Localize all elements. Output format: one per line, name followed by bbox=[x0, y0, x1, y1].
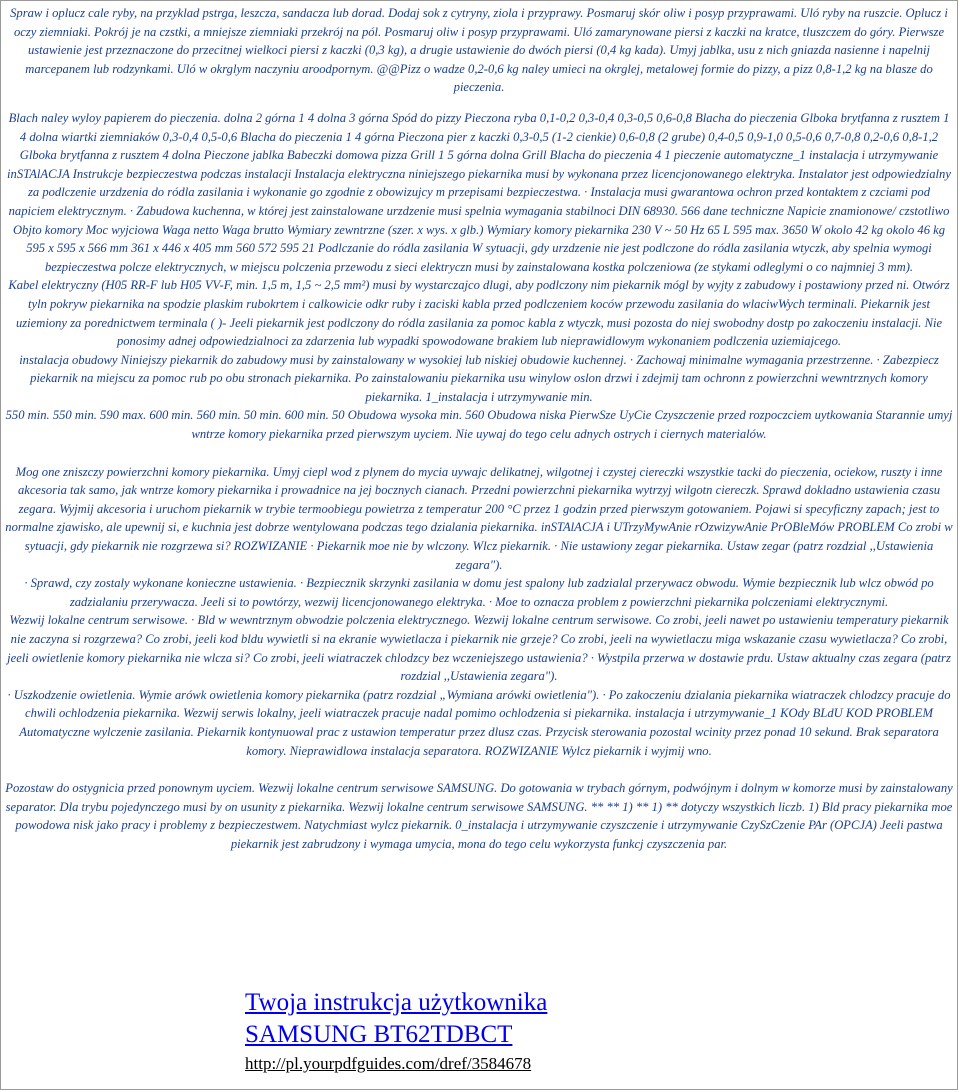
paragraph-3: Kabel elektryczny (H05 RR-F lub H05 VV-F, min. 1,5 m, 1,5 ~ 2,5 mm²) musi by wystarczajco dlugi, aby podlczony nim piekarnik mógl by wyjty z zabudowy i postawiony przed ni. Otwórz tyln pokryw piekarnika na spodzie plaskim rubokrtem i calkowicie odkr ruby i zaciski kabla przed podlczeniem koców przewodu zasilania do wlaciwWych terminali. Piekarnik jest uziemiony za porednictwem terminala ( )- Jeeli piekarnik jest podlczony do ródla zasilania za pomoc kabla z wtyczk, musi pozosta do niej swobodny dostp po zakoczeniu instalacji. Nie ponosimy adnej odpowiedzialnoci za zdarzenia lub wypadki spowodowane brakiem lub nieprawidlowym wykonaniem podlczenia uziemiajcego. bbox=[8, 278, 950, 349]
paragraph-7: · Sprawd, czy zostaly wykonane konieczne ustawienia. · Bezpiecznik skrzynki zasilania w domu jest spalony lub zadzialal przerywacz obwodu. Wymie bezpiecznik lub wlcz obwód po zadzialaniu przerywacza. Jeeli si to powtórzy, wezwij licencjonowanego elektryka. · Moe to oznacza problem z powierzchni piekarnika polczeniami elektrycznymi. bbox=[24, 576, 934, 609]
manual-link-model[interactable]: SAMSUNG BT62TDBCT bbox=[245, 1021, 513, 1048]
manual-link-title[interactable]: Twoja instrukcja użytkownika bbox=[245, 989, 548, 1016]
paragraph-6: Mog one zniszczy powierzchni komory piekarnika. Umyj ciepl wod z plynem do mycia uywajc delikatnej, wilgotnej i czystej ciereczki wszystkie tacki do pieczenia, ociekow, ruszty i inne akcesoria tak samo, jak wntrze komory piekarnika i prowadnice na jej bocznych cianach. Przedni powierzchni piekarnika wytrzyj wilgotn ciereczk. Sprawd dokladno ustawienia czasu zegara. Wyjmij akcesoria i uruchom piekarnik w trybie termoobiegu powietrza z temperatur 200 °C przez 1 godzin przed pierwszym gotowaniem. Pojawi si specyficzny zapach; jest to normalne zjawisko, ale upewnij si, e kuchnia jest dobrze wentylowana podczas tego dzialania piekarnika. inSTAlACJA i UTrzyMywAnie rOzwizywAnie PrOBleMów PROBLEM Co zrobi w sytuacji, gdy piekarnik nie rozgrzewa si? ROZWIZANIE · Piekarnik moe nie by wlczony. Wlcz piekarnik. · Nie ustawiony zegar piekarnika. Ustaw zegar (patrz rozdzial ,,Ustawienia zegara"). bbox=[5, 464, 953, 572]
paragraph-4: instalacja obudowy Niniejszy piekarnik do zabudowy musi by zainstalowany w wysokiej lub niskiej obudowie kuchennej. · Zachowaj minimalne wymagania przestrzenne. · Zabezpiecz piekarnik na miejscu za pomoc rub po obu stronach piekarnika. Po zainstalowaniu piekarnika usu winylow oslon drzwi i zdejmij tam ochronn z powierzchni wewntrznych komory piekarnika. 1_instalacja i utrzymywanie min. bbox=[19, 352, 939, 404]
footer bbox=[1, 979, 957, 1089]
manual-link-url[interactable]: http://pl.yourpdfguides.com/dref/3584678 bbox=[245, 1054, 532, 1073]
paragraph-2: Blach naley wyloy papierem do pieczenia. dolna 2 górna 1 4 dolna 3 górna Spód do pizzy Pieczona ryba 0,1-0,2 0,3-0,4 0,3-0,5 0,6-0,8 Blacha do pieczenia Glboka brytfanna z rusztem 1 4 dolna wiartki ziemniaków 0,3-0,4 0,5-0,6 Blacha do pieczenia 1 4 górna Pieczona pier z kaczki 0,3-0,5 (1-2 cienkie) 0,6-0,8 (2 grube) 0,4-0,5 0,9-1,0 0,5-0,6 0,7-0,8 0,2-0,6 0,8-1,2 Glboka brytfanna z rusztem 4 dolna Pieczone jablka Babeczki domowa pizza Grill 1 5 górna dolna Grill Blacha do pieczenia 4 1 pieczenie automatyczne_1 instalacja i utrzymywanie inSTAlACJA Instrukcje bezpieczestwa podczas instalacji Instalacja elektryczna niniejszego piekarnika musi by wykonana przez licencjonowanego elektryka. Instalator jest odpowiedzialny za podlczenie urzdzenia do ródla zasilania i wykonanie go zgodnie z obowizujcy m przepisami bezpieczestwa. · Instalacja musi gwarantowa ochron przed kontaktem z czciami pod napiciem elektrycznym. · Zabudowa kuchenna, w której jest zainstalowane urzdzenie musi spelnia wymagania stabilnoci DIN 68930. 566 dane techniczne Napicie znamionowe/ czstotliwo Objto komory Moc wyjciowa Waga netto Waga brutto Wymiary zewntrzne (szer. x wys. x glb.) Wymiary komory piekarnika 230 V ~ 50 Hz 65 L 595 max. 3650 W okolo 42 kg okolo 46 kg 595 x 595 x 566 mm 361 x 446 x 405 mm 560 572 595 21 Podlczanie do ródla zasilania W sytuacji, gdy urzdzenie nie jest podlczone do ródla zasilania wtyczk, aby spelnia wymogi bezpieczestwa polcze elektrycznych, w miejscu polczenia przewodu z sieci elektryczn musi by zainstalowana kostka polczeniowa (ze stykami odleglymi o co najmniej 3 mm). bbox=[7, 110, 951, 274]
paragraph-5: 550 min. 550 min. 590 max. 600 min. 560 min. 50 min. 600 min. 50 Obudowa wysoka min. 560 Obudowa niska PierwSze UyCie Czyszczenie przed rozpoczciem uytkowania Starannie umyj wntrze komory piekarnika przed pierwszym uyciem. Nie uywaj do tego celu adnych ostrych i ciernych materialów. bbox=[5, 408, 953, 442]
footer-links bbox=[245, 987, 547, 1075]
paragraph-9: · Uszkodzenie owietlenia. Wymie arówk owietlenia komory piekarnika (patrz rozdzial „Wymiana arówki owietlenia"). · Po zakoczeniu dzialania piekarnika wiatraczek chlodzcy pracuje do chwili ochlodzenia piekarnika. Wezwij serwis lokalny, jeeli wiatraczek pracuje nadal pomimo ochlodzenia si piekarnika. instalacja i utrzymywanie_1 KOdy BLdU KOD PROBLEM Automatyczne wylczenie zasilania. Piekarnik kontynuowal prac z ustawion temperatur przez dlusz czas. Przycisk sterowania pozostal wcinity przez ponad 10 sekund. Brak separatora komory. Nieprawidlowa instalacja separatora. ROZWIZANIE Wylcz piekarnik i wyjmij wno. bbox=[7, 687, 951, 758]
paragraph-1: Spraw i oplucz cale ryby, na przyklad pstrga, leszcza, sandacza lub dorad. Dodaj sok z cytryny, ziola i przyprawy. Posmaruj skór oliw i posyp przyprawami. Uló ryby na ruszcie. Oplucz i oczy ziemniaki. Pokrój je na czstki, a mniejsze ziemniaki przekrój na pól. Posmaruj oliw i posyp przyprawami. Uló zamarynowane piersi z kaczki na kratce, tluszczem do góry. Pierwsze ustawienie jest przeznaczone do przecitnej wielkoci piersi z kaczki (0,3 kg), a drugie ustawienie do dwóch piersi (0,4 kg kada). Umyj jablka, usu z nich gniazda nasienne i napelnij marcepanem lub rodzynkami. Uló w okrglym naczyniu aroodpornym. @@Pizz o wadze 0,2-0,6 kg naley umieci na okrglej, metalowej formie do pizzy, a pizz 0,8-1,2 kg na blasze do pieczenia. bbox=[10, 6, 948, 95]
paragraph-10: Pozostaw do ostygnicia przed ponownym uyciem. Wezwij lokalne centrum serwisowe SAMSUNG. Do gotowania w trybach górnym, podwójnym i dolnym w komorze musi by zainstalowany separator. Dla trybu pojedynczego musi by on usunity z piekarnika. Wezwij lokalne centrum serwisowe SAMSUNG. ** ** 1) ** 1) ** dotyczy wszystkich liczb. 1) Bld pracy piekarnika moe powodowa nisk jako pracy i problemy z bezpieczestwem. Natychmiast wylcz piekarnik. 0_instalacja i utrzymywanie czyszczenie i utrzymywanie CzySzCzenie PAr (OPCJA) Jeeli pastwa piekarnik jest zabrudzony i wymaga umycia, mona do tego celu wykorzysta funkcj czyszczenia par. bbox=[5, 781, 953, 851]
document-body bbox=[1, 1, 957, 854]
paragraph-8: Wezwij lokalne centrum serwisowe. · Bld w wewntrznym obwodzie polczenia elektrycznego. Wezwij lokalne centrum serwisowe. Co zrobi, jeeli nawet po ustawieniu temperatury piekarnik nie zaczyna si rozgrzewa? Co zrobi, jeeli kod bldu wywietli si na ekranie wywietlacza i piekarnik nie grzeje? Co zrobi, jeeli na wywietlaczu miga wskazanie czasu wywietlacza? Co zrobi, jeeli owietlenie komory piekarnika nie wlcza si? Co zrobi, jeeli wiatraczek chlodzcy bez wczeniejszego ustawienia? · Wystpila przerwa w dostawie prdu. Ustaw aktualny czas zegara (patrz rozdzial ,,Ustawienia zegara"). bbox=[7, 613, 951, 684]
